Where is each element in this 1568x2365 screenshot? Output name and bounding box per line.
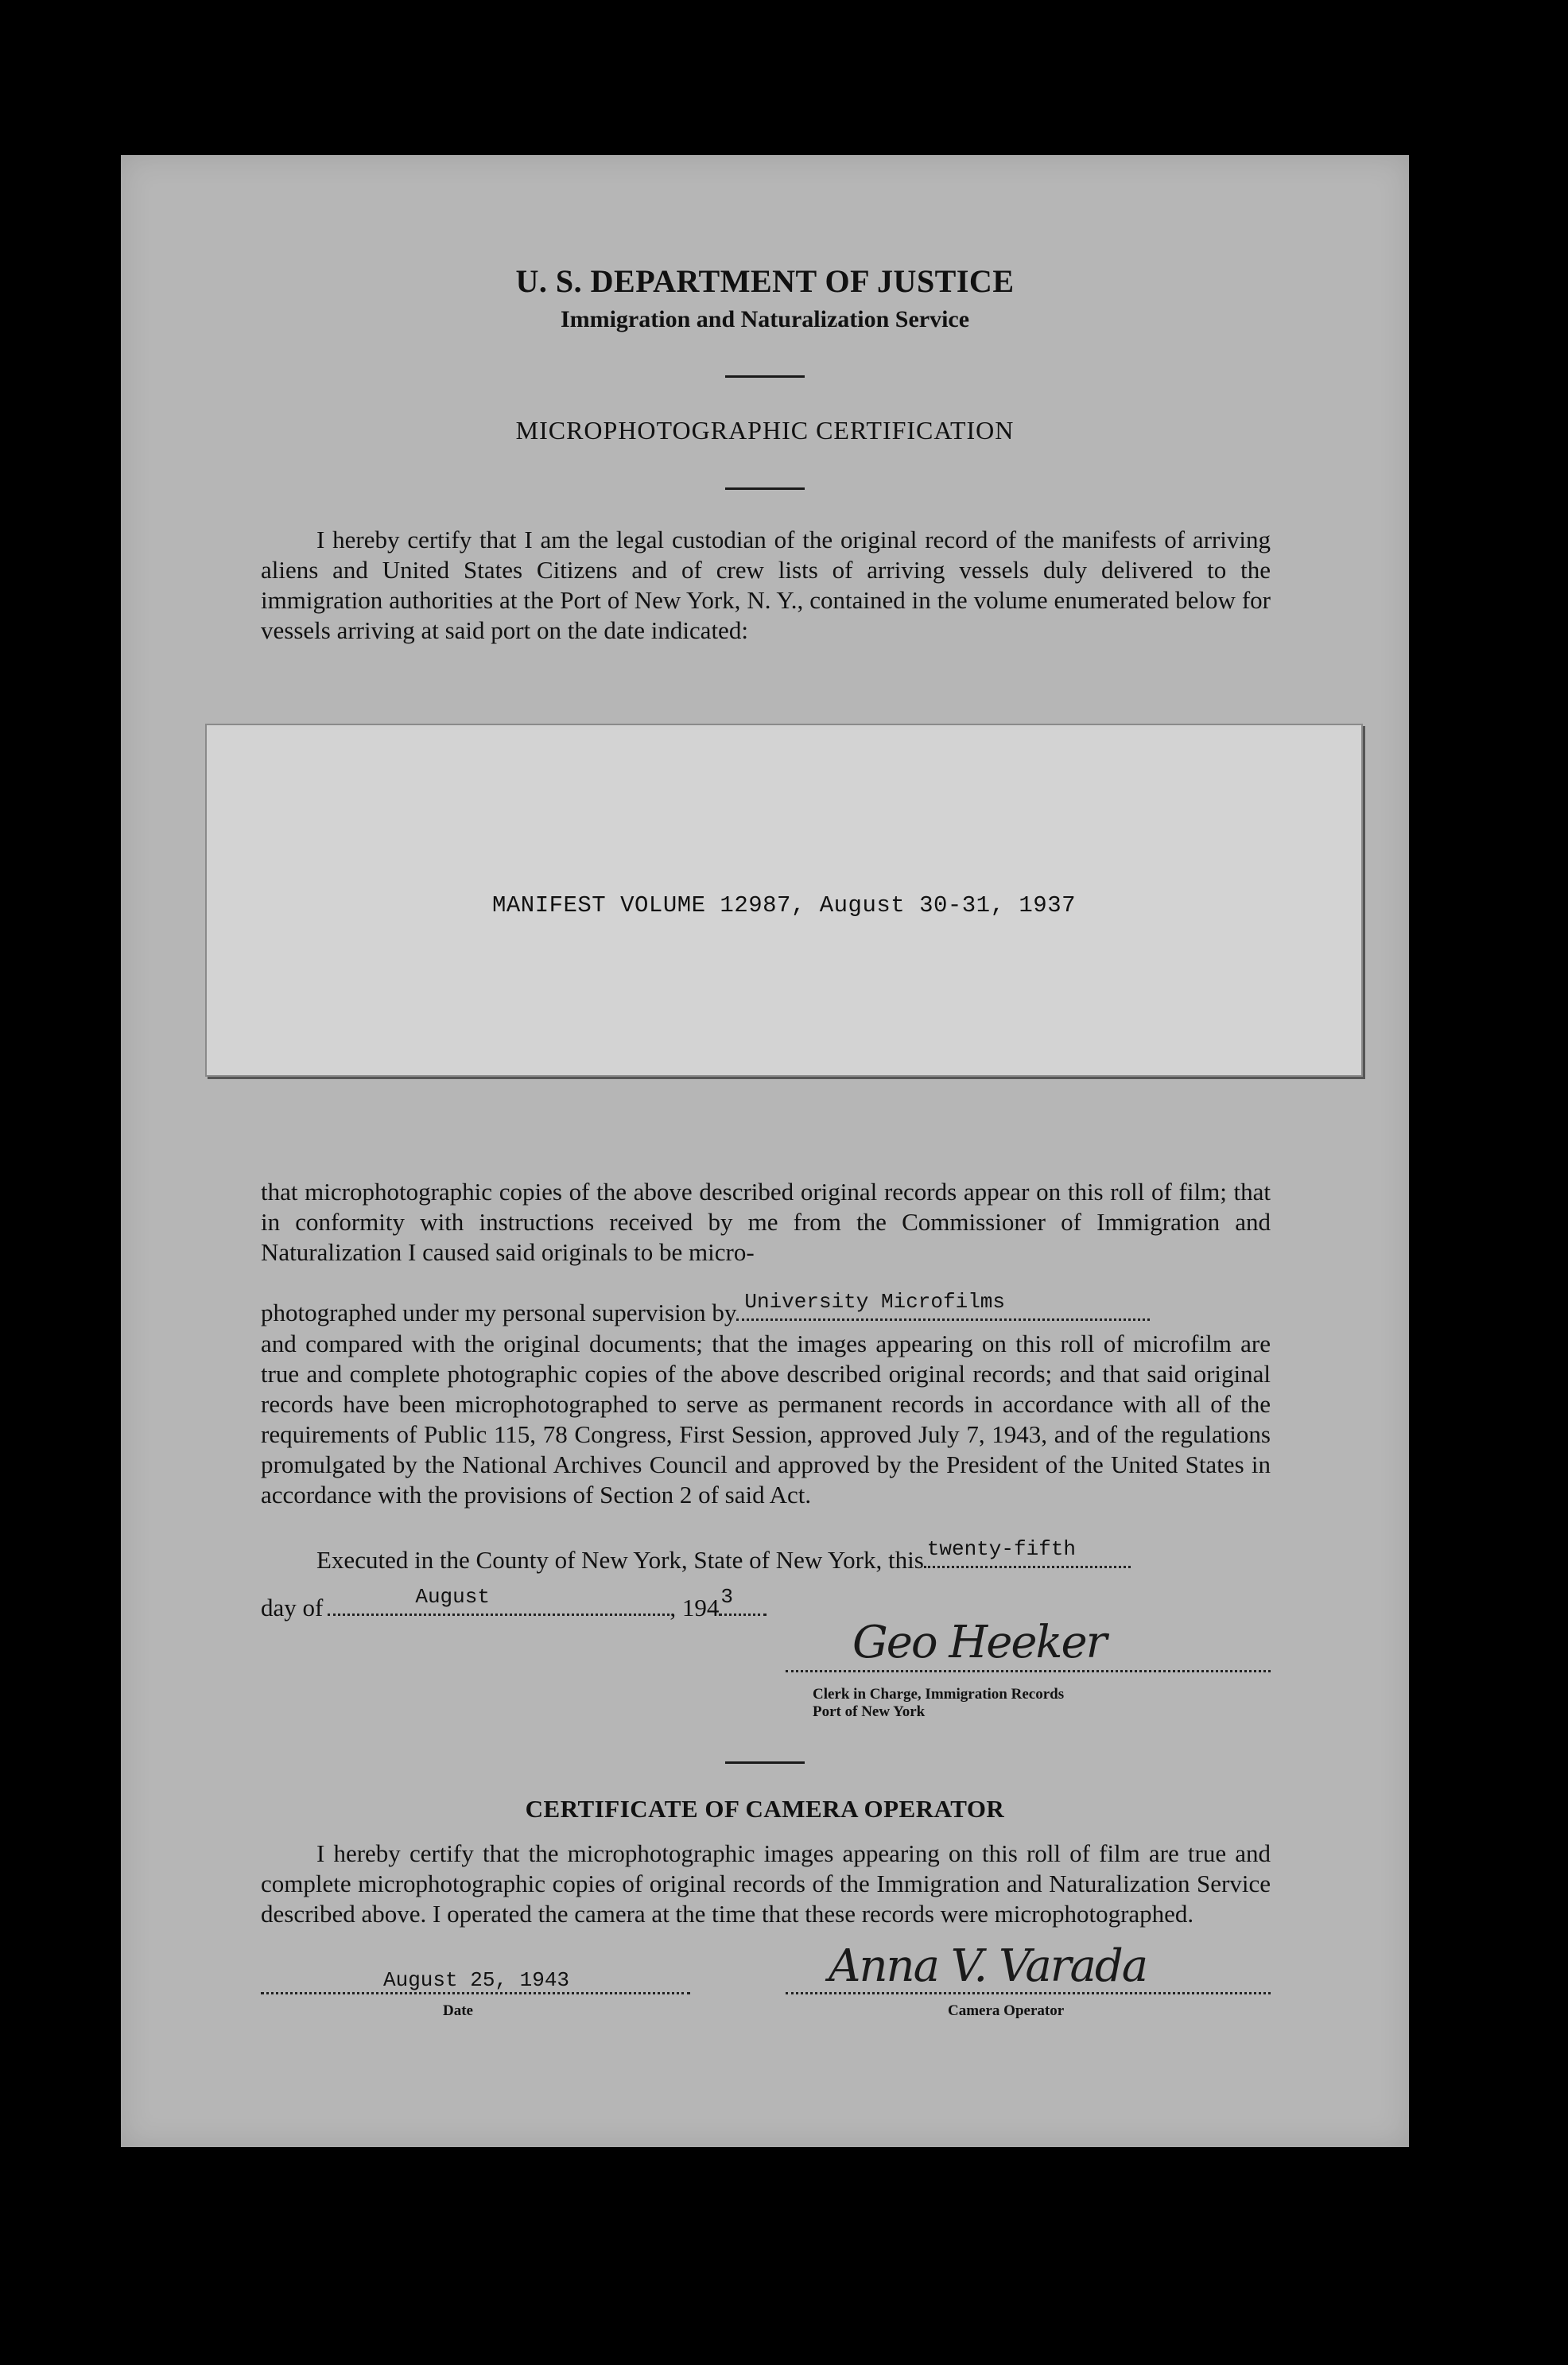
clerk-signature: Geo Heeker: [852, 1617, 1106, 1668]
day-blank: [924, 1537, 1131, 1568]
body-paragraph-end: and compared with the original documents; that the images appearing on this roll of microfilm are true and complete photographic copies of the above described original records; and that said original records have been microphotographed to serve as permanent records in accordance with all of the requirements of Public 115, 78 Congress, First Session, approved July 7, 1943, and of the regulations promulgated by the National Archives Council and approved by the President of the United States in accordance with the provisions of Section 2 of said Act.: [261, 1330, 1271, 1509]
executed-line: [316, 1537, 1131, 1575]
supervision-line: [261, 1290, 1271, 1328]
operator-signature-line: [786, 1992, 1271, 1994]
day-of-line: [261, 1585, 767, 1623]
day-of-label: day of: [261, 1594, 324, 1621]
operator-signature: Anna V. Varada: [829, 1940, 1147, 1992]
date-value: August 25, 1943: [383, 1968, 570, 1992]
divider-rule: [725, 375, 805, 378]
intro-text: I hereby certify that I am the legal custodian of the original record of the manifests of arriving aliens and United States Citizens and of crew lists of arriving vessels duly delivered to the immigration authorities at the Port of New York, N. Y., contained in the volume enumerated below for vessels arriving at said port on the date indicated:: [261, 526, 1271, 644]
executed-prefix: Executed in the County of New York, State of New York, this: [316, 1546, 924, 1574]
clerk-title-2: Port of New York: [813, 1703, 926, 1720]
supervision-prefix: photographed under my personal supervision by: [261, 1299, 737, 1326]
body-paragraph-start: that microphotographic copies of the above described original records appear on this roll of film; that in conformity with instructions received by me from the Commissioner of Immigration and Naturalization I caused said originals to be micro-: [261, 1178, 1271, 1266]
year-value: 3: [720, 1585, 733, 1609]
volume-label-slip: [205, 724, 1363, 1077]
manifest-volume-label: MANIFEST VOLUME 12987, August 30-31, 1937: [491, 892, 1077, 918]
supervision-value: University Microfilms: [744, 1290, 1006, 1314]
service-subtitle: Immigration and Naturalization Service: [560, 306, 970, 332]
clerk-signature-line: [786, 1670, 1271, 1672]
certification-heading: MICROPHOTOGRAPHIC CERTIFICATION: [515, 416, 1015, 445]
operator-heading: CERTIFICATE OF CAMERA OPERATOR: [525, 1795, 1005, 1823]
camera-operator-label: Camera Operator: [948, 2002, 1065, 2019]
divider-rule: [725, 487, 805, 490]
month-blank: [328, 1585, 670, 1616]
certificate-page: [121, 155, 1409, 2147]
department-title: U. S. DEPARTMENT OF JUSTICE: [515, 263, 1015, 299]
date-label: Date: [443, 2002, 473, 2019]
divider-rule: [725, 1761, 805, 1764]
operator-text: I hereby certify that the microphotographic images appearing on this roll of film are true and complete microphotographic copies of original records of the Immigration and Naturalization Service described above. I operated the camera at the time that these records were microphotographed.: [261, 1839, 1271, 1928]
day-value: twenty-fifth: [926, 1537, 1076, 1561]
operator-paragraph: [261, 1839, 1271, 1929]
intro-paragraph: [261, 525, 1271, 646]
supervision-blank: [736, 1290, 1150, 1321]
clerk-title-1: Clerk in Charge, Immigration Records: [813, 1686, 1065, 1703]
year-prefix: , 194: [670, 1594, 720, 1621]
date-line: [261, 1992, 690, 1994]
year-blank: [719, 1585, 767, 1616]
month-value: August: [415, 1585, 490, 1609]
